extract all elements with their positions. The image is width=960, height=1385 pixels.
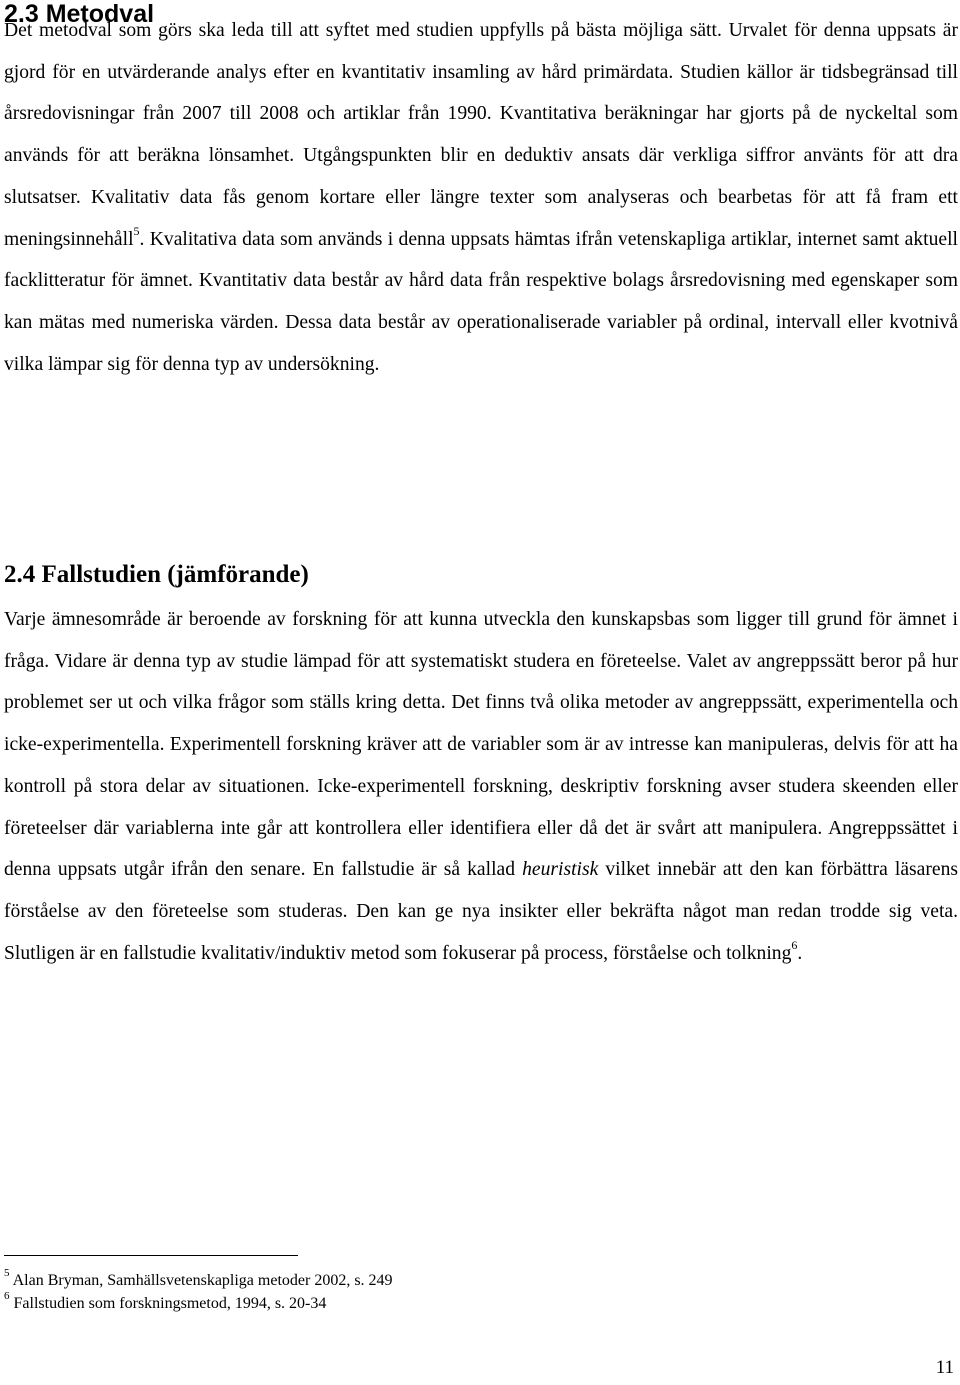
section-heading-metodval: 2.3 Metodval bbox=[4, 0, 155, 28]
section-heading-fallstudien: 2.4 Fallstudien (jämförande) bbox=[4, 561, 309, 588]
footnote-text: Alan Bryman, Samhällsvetenskapliga metoder 2002, s. 249 bbox=[12, 1272, 393, 1289]
paragraph-text: Det metodval som görs ska leda till att syftet med studien uppfylls på bästa möjliga sätt. Urvalet för denna uppsats är gjord för en utvärderande analys efter en kvantitativ insamling av hård primärdata. Studien källor är tidsbegränsad till årsredovisningar från 2007 till 2008 och artiklar från 1990. Kvantitativa beräkningar har gjorts på de nyckeltal som används för att beräkna lönsamhet. Utgångspunkten blir en deduktiv ansats där verkliga siffror använts för att dra slutsatser. Kvalitativ data fås genom kortare eller längre texter som analyseras och bearbetas för att få fram ett meningsinnehåll bbox=[4, 20, 958, 250]
footnote-separator bbox=[4, 1255, 298, 1256]
footnote-number: 5 bbox=[4, 1266, 10, 1279]
paragraph-text: . Kvalitativa data som används i denna uppsats hämtas ifrån vetenskapliga artiklar, internet samt aktuell facklitteratur för ämnet. Kvantitativ data består av hård data från respektive bolags årsredovisning med egenskaper som kan mätas med numeriska värden. Dessa data består av operationaliserade variabler på ordinal, intervall eller kvotnivå vilka lämpar sig för denna typ av undersökning. bbox=[4, 228, 958, 375]
footnote-reference: 5 bbox=[133, 223, 140, 238]
paragraph-text: vilket innebär att den kan förbättra läsarens förståelse av den företeelse som studeras. Den kan ge nya insikter eller bekräfta något man redan trodde sig veta. Slutligen är en fallstudie kvalitativ/induktiv metod som fokuserar på process, förståelse och tolkning bbox=[4, 859, 958, 964]
footnote-reference: 6 bbox=[791, 938, 798, 953]
footnote-number: 6 bbox=[4, 1289, 10, 1302]
paragraph-metodval bbox=[4, 10, 958, 385]
footnote bbox=[4, 1289, 327, 1315]
paragraph-fallstudien bbox=[4, 599, 958, 974]
emphasized-term: heuristisk bbox=[522, 859, 599, 881]
footnote bbox=[4, 1266, 393, 1292]
paragraph-text: Varje ämnesområde är beroende av forskning för att kunna utveckla den kunskapsbas som ligger till grund för ämnet i fråga. Vidare är denna typ av studie lämpad för att systematiskt studera en företeelse. Valet av angreppssätt beror på hur problemet ser ut och vilka frågor som ställs kring detta. Det finns två olika metoder av angreppssätt, experimentella och icke-experimentella. Experimentell forskning kräver att de variabler som är av intresse kan manipuleras, delvis för att ha kontroll på stora delar av situationen. Icke-experimentell forskning, deskriptiv forskning avser studera skeenden eller företeelser där variablerna inte går att kontrollera eller identifiera eller då det är svårt att manipulera. Angreppssättet i denna uppsats utgår ifrån den senare. En fallstudie är så kallad bbox=[4, 609, 958, 881]
page-number: 11 bbox=[935, 1357, 954, 1378]
paragraph-text: . bbox=[797, 942, 803, 964]
footnote-text: Fallstudien som forskningsmetod, 1994, s. 20-34 bbox=[13, 1295, 327, 1312]
